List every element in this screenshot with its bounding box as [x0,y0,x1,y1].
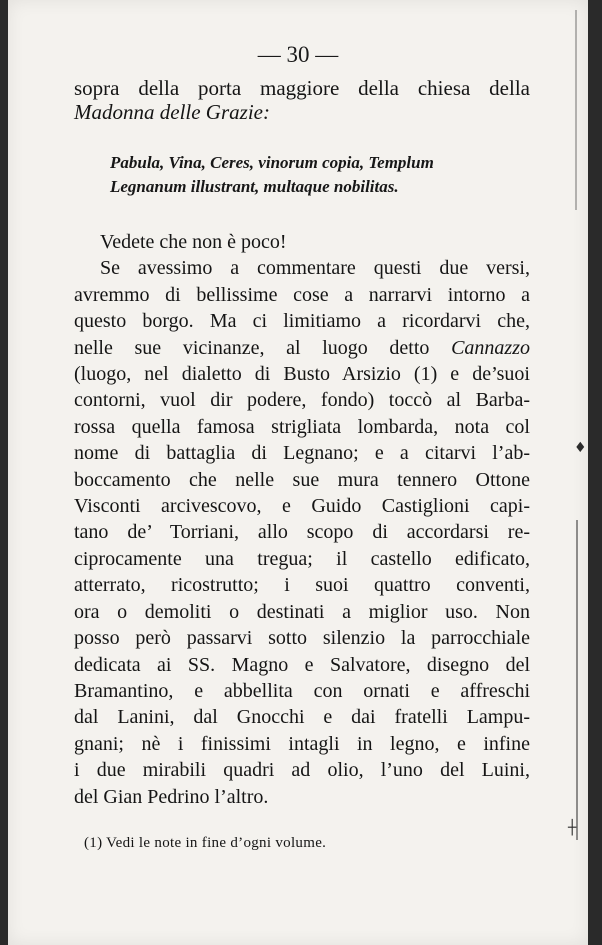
text-line [74,335,530,361]
opening-text [74,76,530,124]
text-line: sopra della porta maggiore della chiesa della [74,76,530,100]
text-line: dal Lanini, dal Gnocchi e dai fratelli Lampu- [74,706,530,729]
ink-mark: ┼ [568,820,577,836]
text-line: Madonna delle Grazie: [74,100,270,124]
place-name: Cannazzo [451,336,530,359]
text-line: Visconti arcivescovo, e Guido Castiglioni capi- [74,495,530,518]
ink-mark: ♦ [574,440,587,456]
footnote: (1) Vedi le note in fine d’ogni volume. [84,835,327,851]
text-line: atterrato, ricostrutto; i suoi quattro conventi, [74,574,530,597]
text-line: Bramantino, e abbellita con ornati e affreschi [74,679,530,702]
text-line: avremmo di bellissime cose a narrarvi intorno a [74,283,530,306]
text-line: boccamento che nelle sue mura tennero Ottone [74,468,530,491]
text-line: Vedete che non è poco! [100,231,287,253]
page-edge-line [576,520,578,840]
page-edge-line [575,10,577,210]
page-number: — 30 — [257,42,339,67]
text-line: tano de’ Torriani, allo scopo di accordarsi re- [74,521,530,544]
text-line: ora o demoliti o destinati a miglior uso. Non [74,600,530,623]
quote-line: Legnanum illustrant, multaque nobilitas. [110,177,399,196]
text-line: gnani; nè i finissimi intagli in legno, e infine [74,732,530,755]
text-segment: nelle sue vicinanze, al luogo detto [74,336,452,359]
text-line: (luogo, nel dialetto di Busto Arsizio (1) e de’suoi [74,363,530,386]
text-line: ciprocamente una tregua; il castello edificato, [74,547,530,570]
text-line: nome di battaglia di Legnano; e a citarvi l’ab- [74,442,530,465]
text-line: rossa quella famosa strigliata lombarda, nota col [74,415,530,438]
body-text [74,229,530,810]
quote-line: Pabula, Vina, Ceres, vinorum copia, Templum [110,153,434,172]
text-line: i due mirabili quadri ad olio, l’uno del Luini, [74,759,530,782]
text-line: posso però passarvi sotto silenzio la parrocchiale [74,627,530,650]
text-line: del Gian Pedrino l’altro. [74,785,269,808]
text-line: Se avessimo a commentare questi due versi, [100,257,530,280]
text-line: contorni, vuol dir podere, fondo) toccò al Barba- [74,389,530,412]
text-line: questo borgo. Ma ci limitiamo a ricordarvi che, [74,310,530,333]
latin-quote [110,151,510,199]
book-page [8,0,588,945]
text-line: dedicata ai SS. Magno e Salvatore, disegno del [74,653,530,676]
